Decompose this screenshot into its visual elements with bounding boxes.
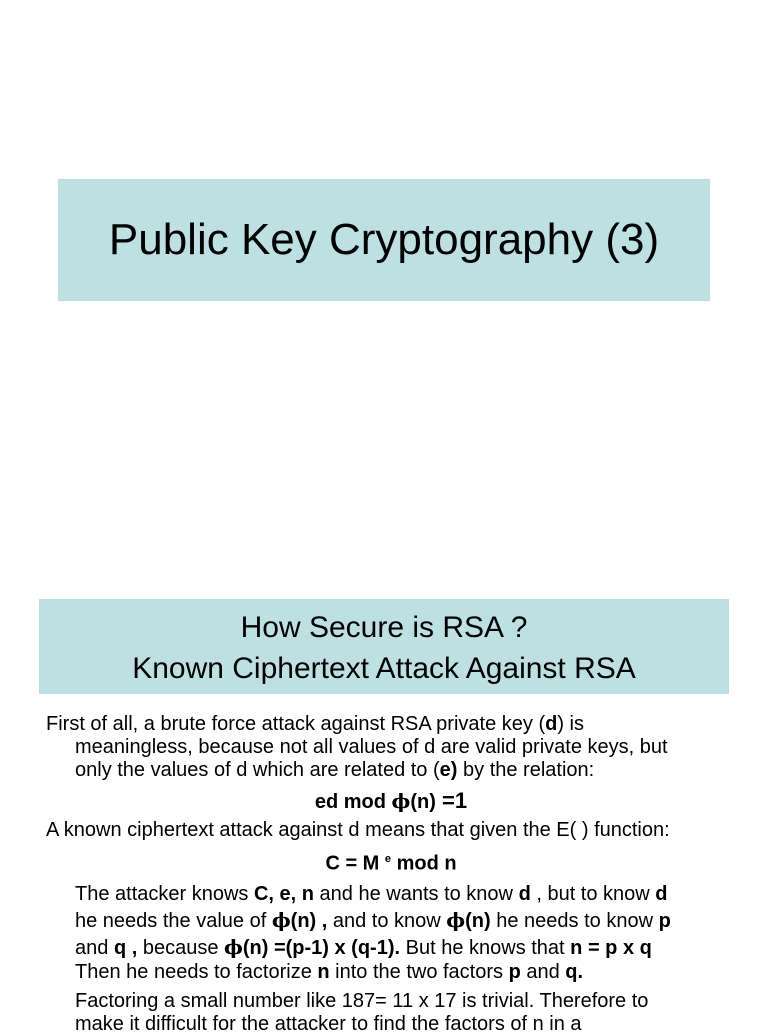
paragraph-factoring: Factoring a small number like 187= 11 x 17 is trivial. Therefore to make it difficult for the attacker to find the factors of n in a — [75, 989, 649, 1035]
slide-title: Public Key Cryptography (3) — [108, 215, 660, 264]
slide-body — [46, 713, 736, 1036]
paragraph-brute-force: First of all, a brute force attack against RSA private key (d) is meaningless, because not all values of d are valid private keys, but only the values of d which are related to (e) by the relation: — [46, 713, 668, 781]
slide-heading-box — [39, 599, 729, 694]
slide-title-box — [58, 179, 710, 301]
equation-ed-mod-phi: ed mod ϕ(n) =1 — [314, 788, 468, 813]
paragraph-attacker-knows: The attacker knows C, e, n and he wants to know d , but to know d he needs the value of ϕ(n) , and to know ϕ(n) he needs to know p and q , because ϕ(n) =(p-1) x (q-1). But he knows that n = p x q Then he needs to factorize n into the two factors p and q. — [75, 882, 671, 983]
equation-ciphertext: C = M $^e$ mod n — [325, 852, 457, 875]
paragraph-known-ciphertext: A known ciphertext attack against d means that given the E( ) function: — [46, 819, 670, 841]
heading-line-1: How Secure is RSA ? — [240, 611, 528, 644]
heading-line-2: Known Ciphertext Attack Against RSA — [132, 652, 636, 685]
